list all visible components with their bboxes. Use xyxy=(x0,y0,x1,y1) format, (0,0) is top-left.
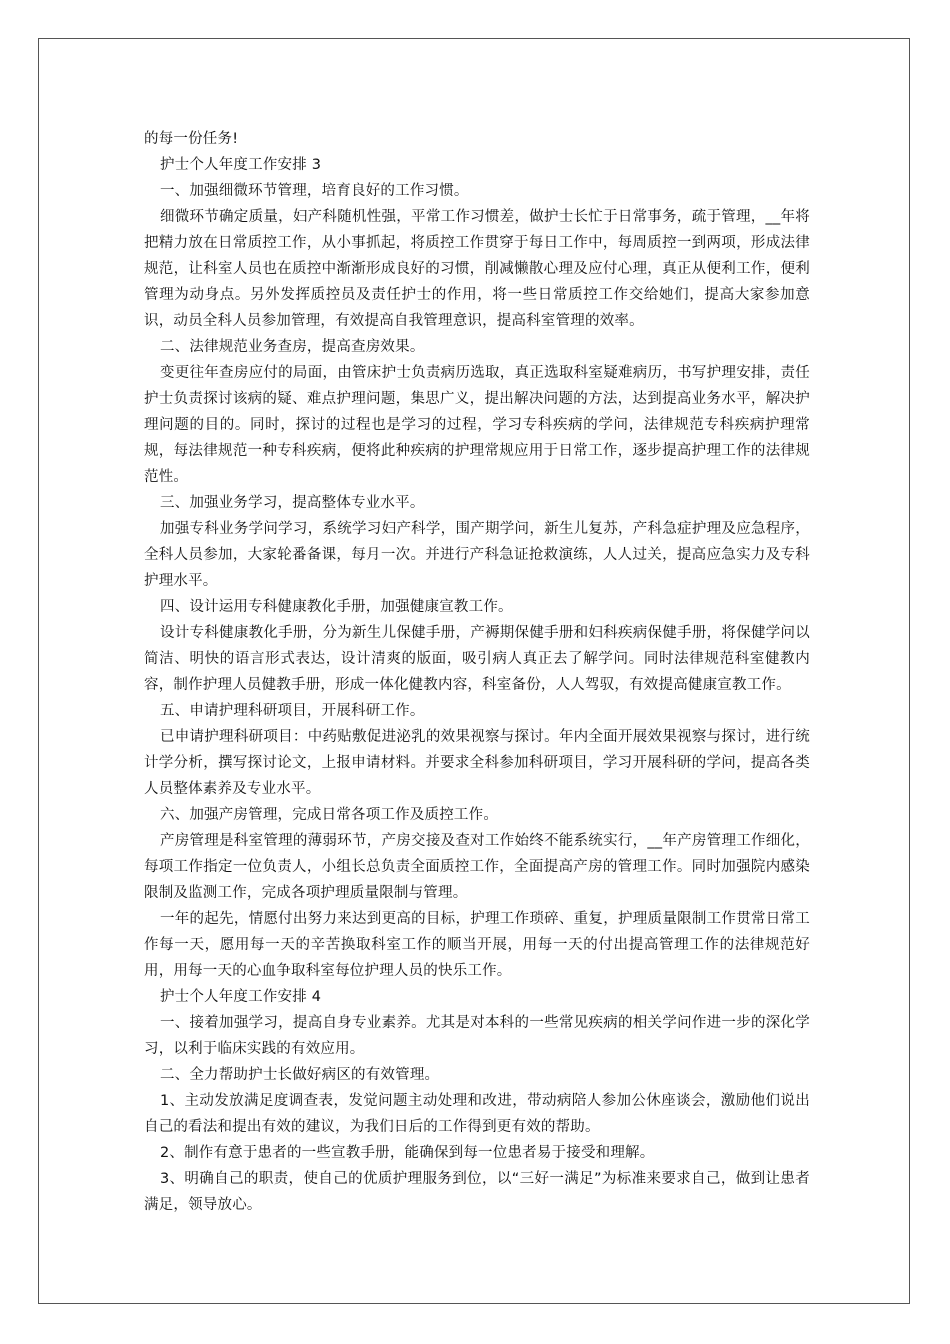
paragraph-continuation: 的每一份任务! xyxy=(144,131,239,147)
section-heading-ward-management: 二、全力帮助护士长做好病区的有效管理。 xyxy=(159,1067,440,1083)
section-heading-5: 五、申请护理科研项目，开展科研工作。 xyxy=(159,703,425,719)
section-heading-3: 三、加强业务学习，提高整体专业水平。 xyxy=(159,495,425,511)
section-heading-6: 六、加强产房管理，完成日常各项工作及质控工作。 xyxy=(159,807,499,823)
paragraph-continue-learning: 一、接着加强学习，提高自身专业素养。尤其是对本科的一些常见疾病的相关学问作进一步的深化学习，以利于临床实践的有效应用。 xyxy=(144,1015,810,1057)
list-item-responsibility: 3、明确自己的职责，使自己的优质护理服务到位，以“三好一满足”为标准来要求自己，做到让患者满足，领导放心。 xyxy=(144,1171,810,1213)
paragraph-ward-rounds: 变更往年查房应付的局面，由管床护士负责病历选取，真正选取科室疑难病历，书写护理安排，责任护士负责探讨该病的疑、难点护理问题，集思广义，提出解决问题的方法，达到提高业务水平，解决护理问题的目的。同时，探讨的过程也是学习的过程，学习专科疾病的学问，法律规范专科疾病护理常规，每法律规范一种专科疾病，便将此种疾病的护理常规应用于日常工作，逐步提高护理工作的法律规范性。 xyxy=(144,365,810,485)
section-heading-4: 四、设计运用专科健康教化手册，加强健康宣教工作。 xyxy=(159,599,513,615)
paragraph-professional-study: 加强专科业务学问学习，系统学习妇产科学，围产期学问，新生儿复苏，产科急症护理及应急程序，全科人员参加，大家轮番备课，每月一次。并进行产科急证抢救演练，人人过关，提高应急实力及专科护理水平。 xyxy=(144,521,810,589)
paragraph-health-education: 设计专科健康教化手册，分为新生儿保健手册，产褥期保健手册和妇科疾病保健手册，将保健学问以简洁、明快的语言形式表达，设计清爽的版面，吸引病人真正去了解学问。同时法律规范科室健教内容，制作护理人员健教手册，形成一体化健教内容，科室备份，人人驾驭，有效提高健康宣教工作。 xyxy=(144,625,810,693)
section-heading-2: 二、法律规范业务查房，提高查房效果。 xyxy=(159,339,425,355)
paragraph-detail-management: 细微环节确定质量，妇产科随机性强，平常工作习惯差，做护士长忙于日常事务，疏于管理，__年将把精力放在日常质控工作，从小事抓起，将质控工作贯穿于每日工作中，每周质控一到两项，形成法律规范，让科室人员也在质控中渐渐形成良好的习惯，削减懒散心理及应付心理，真正从便利工作，便利管理为动身点。另外发挥质控员及责任护士的作用，将一些日常质控工作交给她们，提高大家参加意识，动员全科人员参加管理，有效提高自我管理意识，提高科室管理的效率。 xyxy=(144,209,810,329)
section-title-plan-4: 护士个人年度工作安排 4 xyxy=(159,989,322,1005)
paragraph-delivery-room: 产房管理是科室管理的薄弱环节，产房交接及查对工作始终不能系统实行，__年产房管理工作细化，每项工作指定一位负责人，小组长总负责全面质控工作，全面提高产房的管理工作。同时加强院内感染限制及监测工作，完成各项护理质量限制与管理。 xyxy=(144,833,810,901)
paragraph-research-project: 已申请护理科研项目：中药贴敷促进泌乳的效果视察与探讨。年内全面开展效果视察与探讨，进行统计学分析，撰写探讨论文，上报申请材料。并要求全科参加科研项目，学习开展科研的学问，提高各类人员整体素养及专业水平。 xyxy=(144,729,810,797)
paragraph-conclusion: 一年的起先，情愿付出努力来达到更高的目标，护理工作琐碎、重复，护理质量限制工作贯常日常工作每一天，愿用每一天的辛苦换取科室工作的顺当开展，用每一天的付出提高管理工作的法律规范好用，用每一天的心血争取科室每位护理人员的快乐工作。 xyxy=(144,911,810,979)
list-item-manual: 2、制作有意于患者的一些宣教手册，能确保到每一位患者易于接受和理解。 xyxy=(159,1145,655,1161)
section-heading-1: 一、加强细微环节管理，培育良好的工作习惯。 xyxy=(159,183,469,199)
section-title-plan-3: 护士个人年度工作安排 3 xyxy=(159,157,322,173)
list-item-survey: 1、主动发放满足度调查表，发觉问题主动处理和改进，带动病陪人参加公休座谈会，激励他们说出自己的看法和提出有效的建议，为我们日后的工作得到更有效的帮助。 xyxy=(144,1093,810,1135)
document-body xyxy=(144,126,810,1218)
